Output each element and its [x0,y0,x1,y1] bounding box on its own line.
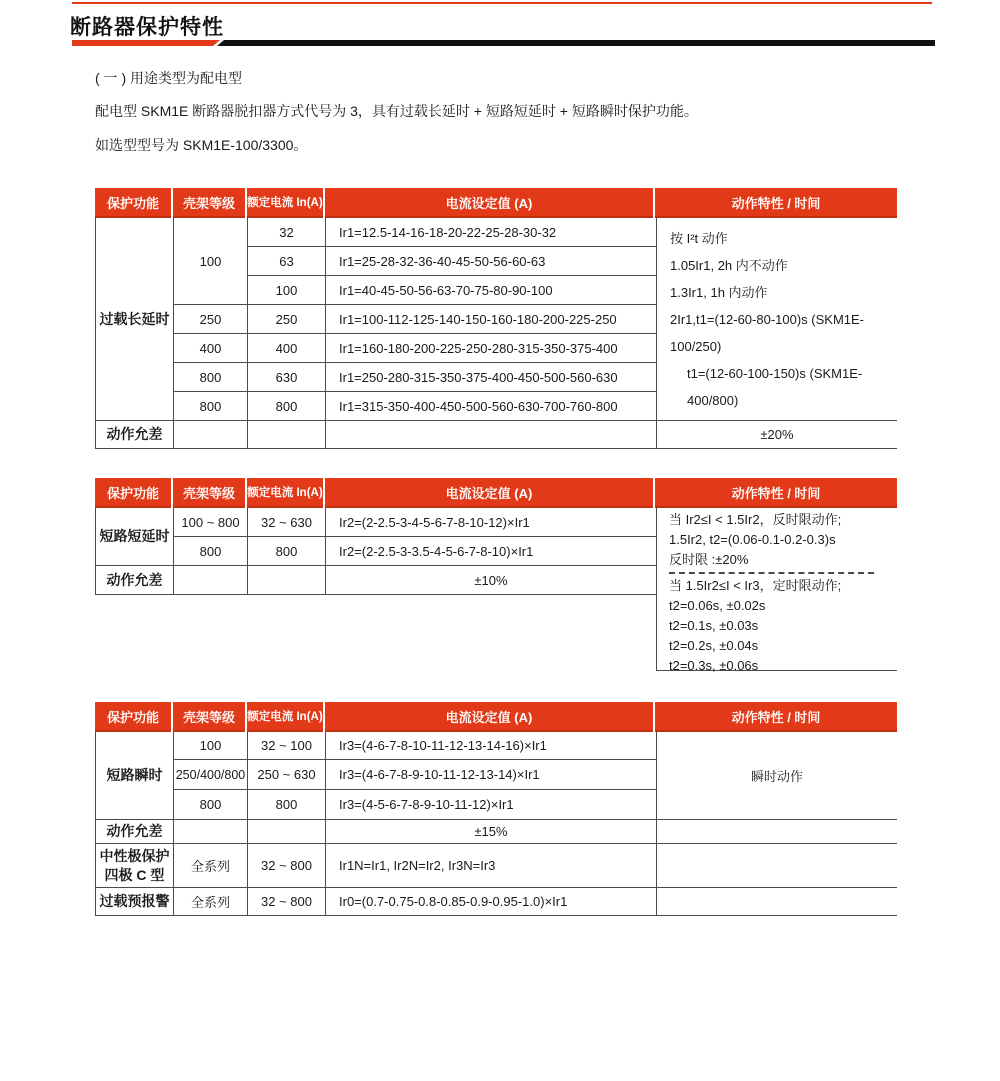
header-cell-action-time: 动作特性 / 时间 [655,478,897,508]
header-cell-current-setting: 电流设定值 (A) [325,478,653,508]
cell-rated: 250 [248,305,326,334]
header-cell-action-time: 动作特性 / 时间 [655,188,897,218]
table-header-row [95,188,897,218]
cell-setting: Ir2=(2-2.5-3-3.5-4-5-6-7-8-10)×Ir1 [326,537,656,566]
cell-empty [174,820,248,844]
header-cell-current-setting: 电流设定值 (A) [325,188,653,218]
page-title: 断路器保护特性 [70,16,224,39]
table-overload-long-delay [95,188,897,449]
cell-setting: Ir1=250-280-315-350-375-400-450-500-560-630 [326,363,656,392]
table1-action-column [656,218,897,449]
cell-function-label: 短路瞬时 [96,732,174,820]
cell-setting: Ir1=160-180-200-225-250-280-315-350-375-400 [326,334,656,363]
table1-body [95,218,656,449]
cell-frame: 100 [174,218,248,305]
cell-empty [248,566,326,595]
table-header-row [95,702,897,732]
cell-setting: Ir3=(4-6-7-8-10-11-12-13-14-16)×Ir1 [326,732,656,760]
cell-overload-prealarm-label: 过载预报警 [96,888,174,916]
header-cell-frame: 壳架等级 [173,478,245,508]
cell-setting: Ir2=(2-2.5-3-4-5-6-7-8-10-12)×Ir1 [326,508,656,537]
cell-frame: 800 [174,790,248,820]
cell-setting: Ir0=(0.7-0.75-0.8-0.85-0.9-0.95-1.0)×Ir1 [326,888,656,916]
cell-rated: 630 [248,363,326,392]
cell-frame: 250 [174,305,248,334]
header-cell-function: 保护功能 [95,478,171,508]
cell-empty [248,421,326,449]
cell-frame: 800 [174,363,248,392]
cell-function-label: 过载长延时 [96,218,174,421]
table3-action-column [656,732,897,916]
cell-rated: 63 [248,247,326,276]
cell-setting: Ir3=(4-5-6-7-8-9-10-11-12)×Ir1 [326,790,656,820]
cell-rated: 800 [248,790,326,820]
cell-empty [657,888,897,916]
cell-empty [657,844,897,888]
cell-tolerance-label: 动作允差 [96,820,174,844]
tolerance-value: ±20% [657,421,897,449]
title-underline-red [72,40,220,46]
action-characteristics-cell: 瞬时动作 [657,732,897,820]
table2-body [95,508,656,595]
intro-paragraph-1: 配电型 SKM1E 断路器脱扣器方式代号为 3，具有过载长延时 + 短路短延时 + 短路瞬时保护功能。 [95,103,698,119]
action-characteristics-cell: 当 Ir2≤I < 1.5Ir2，反时限动作; 1.5Ir2, t2=(0.06-0.1-0.2-0.3)s 反时限 :±20% 当 1.5Ir2≤I < Ir3，定时限动作; t2=0.06s, ±0.02s t2=0.1s, ±0.03s t2=0.2s, ±0.04s t2=0.3s, ±0.06s [657,508,897,671]
cell-frame: 400 [174,334,248,363]
cell-rated: 250 ~ 630 [248,760,326,790]
table3-body [95,732,656,916]
cell-rated: 400 [248,334,326,363]
cell-frame: 250/400/800 [174,760,248,790]
header-cell-current-setting: 电流设定值 (A) [325,702,653,732]
cell-neutral-protection-label: 中性极保护 四极 C 型 [96,844,174,888]
header-cell-action-time: 动作特性 / 时间 [655,702,897,732]
cell-rated: 32 [248,218,326,247]
cell-setting: Ir1=12.5-14-16-18-20-22-25-28-30-32 [326,218,656,247]
cell-empty [174,421,248,449]
cell-empty [326,421,656,449]
cell-tolerance-label: 动作允差 [96,566,174,595]
cell-frame: 100 [174,732,248,760]
cell-rated: 800 [248,392,326,421]
cell-rated: 800 [248,537,326,566]
dashed-divider [669,572,874,574]
cell-rated: 32 ~ 630 [248,508,326,537]
cell-empty [174,566,248,595]
cell-function-label: 短路短延时 [96,508,174,566]
tolerance-value: ±10% [326,566,656,595]
title-underline-black [217,40,935,46]
top-red-rule [72,2,932,4]
table-short-circuit-short-delay [95,478,897,671]
cell-setting: Ir1=40-45-50-56-63-70-75-80-90-100 [326,276,656,305]
cell-frame: 全系列 [174,844,248,888]
cell-frame: 全系列 [174,888,248,916]
cell-frame: 800 [174,392,248,421]
header-cell-function: 保护功能 [95,188,171,218]
table-short-circuit-instantaneous [95,702,897,916]
tolerance-value: ±15% [326,820,656,844]
cell-setting: Ir1N=Ir1, Ir2N=Ir2, Ir3N=Ir3 [326,844,656,888]
cell-setting: Ir1=100-112-125-140-150-160-180-200-225-250 [326,305,656,334]
cell-frame: 100 ~ 800 [174,508,248,537]
header-cell-frame: 壳架等级 [173,702,245,732]
intro-paragraph-2: 如选型型号为 SKM1E-100/3300。 [95,137,308,153]
header-cell-frame: 壳架等级 [173,188,245,218]
table-header-row [95,478,897,508]
cell-frame: 800 [174,537,248,566]
action-characteristics-cell: 按 I²t 动作 1.05Ir1, 2h 内不动作 1.3Ir1, 1h 内动作 2Ir1,t1=(12-60-80-100)s (SKM1E-100/250) t1=(12-60-100-150)s (SKM1E-400/800) [657,218,897,421]
cell-rated: 32 ~ 100 [248,732,326,760]
cell-setting: Ir3=(4-6-7-8-9-10-11-12-13-14)×Ir1 [326,760,656,790]
cell-setting: Ir1=25-28-32-36-40-45-50-56-60-63 [326,247,656,276]
cell-empty [657,820,897,844]
header-cell-rated-current: 额定电流 In(A) [247,188,323,218]
header-cell-function: 保护功能 [95,702,171,732]
cell-empty [248,820,326,844]
section-heading: ( 一 ) 用途类型为配电型 [95,70,242,86]
header-cell-rated-current: 额定电流 In(A) [247,702,323,732]
table2-action-column [656,508,897,671]
cell-rated: 32 ~ 800 [248,888,326,916]
cell-rated: 100 [248,276,326,305]
cell-setting: Ir1=315-350-400-450-500-560-630-700-760-800 [326,392,656,421]
cell-rated: 32 ~ 800 [248,844,326,888]
cell-tolerance-label: 动作允差 [96,421,174,449]
header-cell-rated-current: 额定电流 In(A) [247,478,323,508]
